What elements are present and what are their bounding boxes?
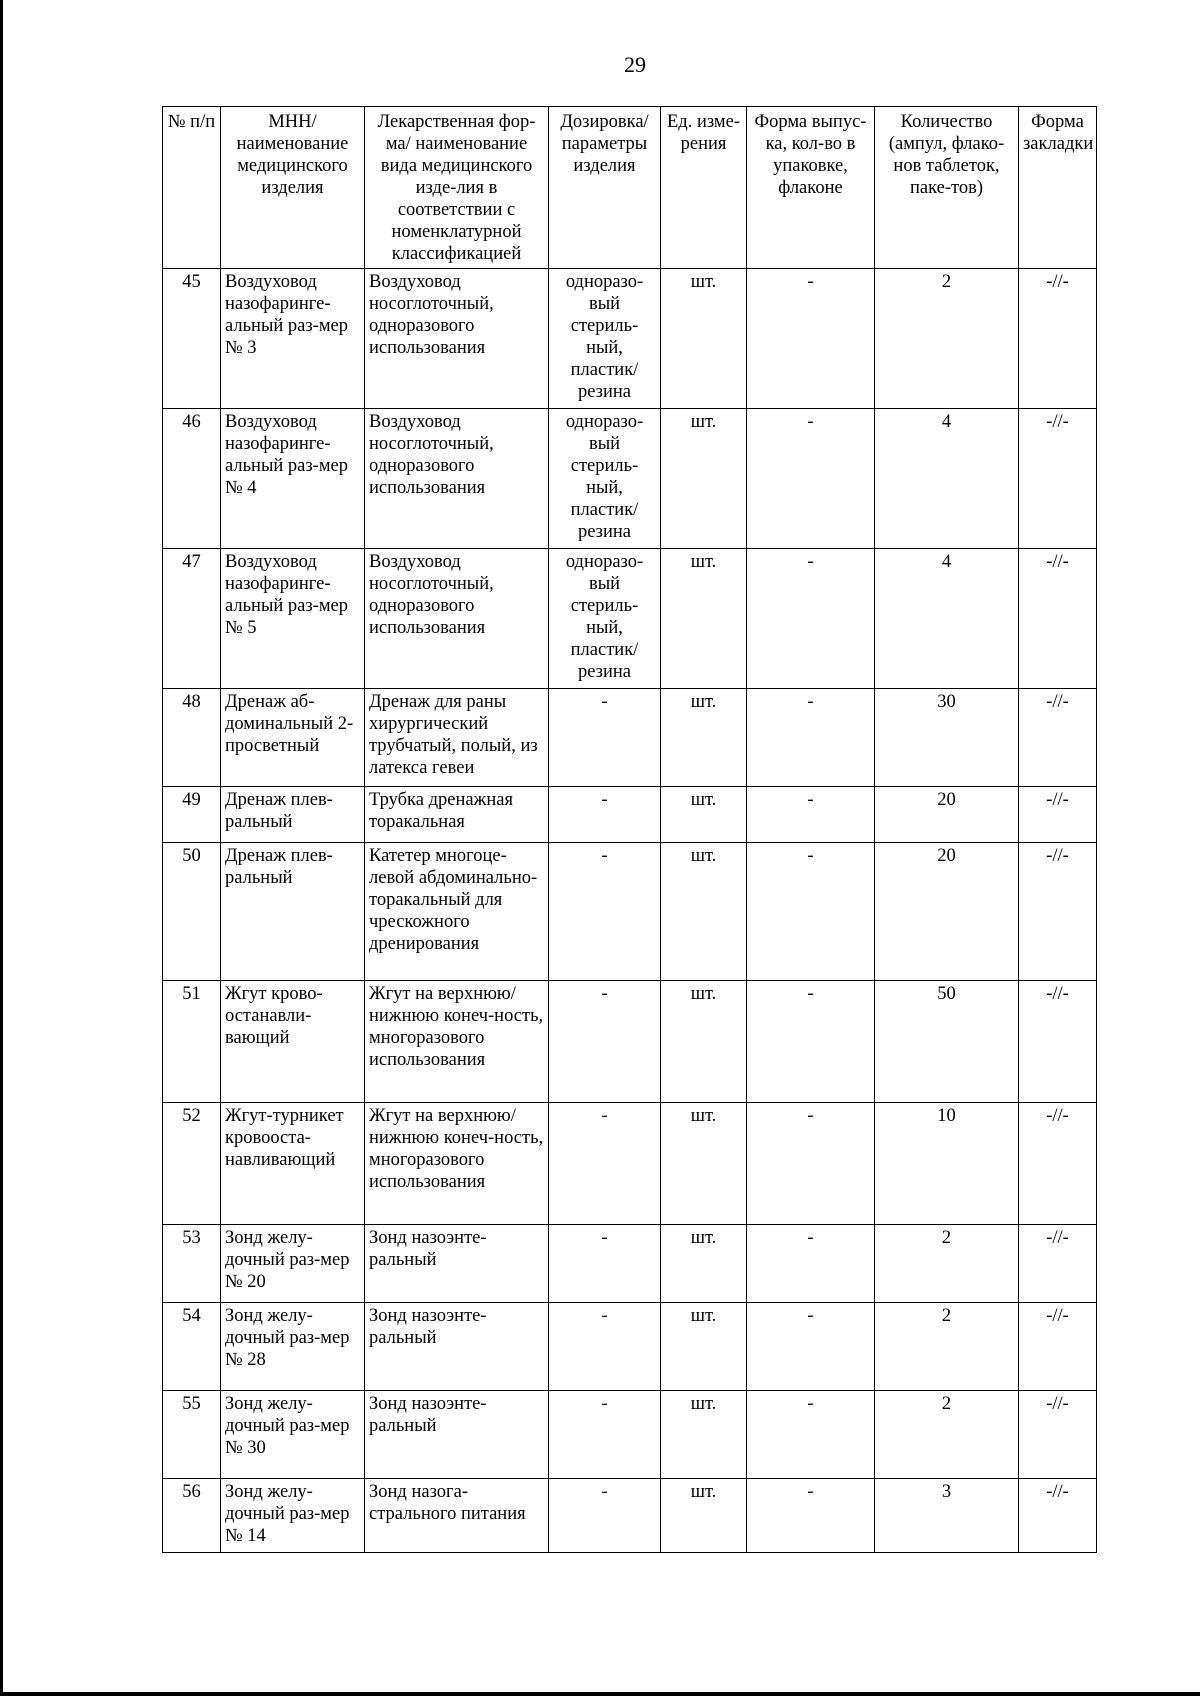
table-row — [163, 843, 1097, 981]
cell-unit: шт. — [661, 1103, 747, 1225]
cell-name: Зонд желу-дочный раз-мер № 14 — [221, 1479, 365, 1553]
cell-tab: -//- — [1019, 549, 1097, 689]
header-pack: Форма выпус-ка, кол-во в упаковке, флаконе — [747, 107, 875, 269]
cell-form: Жгут на верхнюю/ нижнюю конеч-ность, многоразового использования — [365, 1103, 549, 1225]
cell-qty: 50 — [875, 981, 1019, 1103]
supplies-table — [162, 106, 1097, 1553]
cell-qty: 2 — [875, 269, 1019, 409]
cell-num: 48 — [163, 689, 221, 787]
cell-pack: - — [747, 689, 875, 787]
cell-unit: шт. — [661, 689, 747, 787]
cell-form: Зонд назога-стрального питания — [365, 1479, 549, 1553]
cell-qty: 10 — [875, 1103, 1019, 1225]
cell-dose: - — [549, 787, 661, 843]
cell-form: Дренаж для раны хирургический трубчатый, полый, из латекса гевеи — [365, 689, 549, 787]
cell-form: Зонд назоэнте-ральный — [365, 1225, 549, 1303]
cell-name: Жгут крово-останавли-вающий — [221, 981, 365, 1103]
cell-dose: - — [549, 1303, 661, 1391]
cell-pack: - — [747, 409, 875, 549]
cell-qty: 4 — [875, 409, 1019, 549]
cell-qty: 4 — [875, 549, 1019, 689]
cell-dose: - — [549, 843, 661, 981]
table-row — [163, 549, 1097, 689]
cell-dose: - — [549, 689, 661, 787]
cell-unit: шт. — [661, 1225, 747, 1303]
cell-form: Воздуховод носоглоточный, одноразового использования — [365, 409, 549, 549]
cell-pack: - — [747, 1303, 875, 1391]
cell-form: Трубка дренажная торакальная — [365, 787, 549, 843]
cell-dose: одноразо-вый стериль-ный, пластик/ резина — [549, 549, 661, 689]
cell-tab: -//- — [1019, 1303, 1097, 1391]
cell-qty: 2 — [875, 1303, 1019, 1391]
cell-dose: - — [549, 1479, 661, 1553]
cell-pack: - — [747, 843, 875, 981]
cell-unit: шт. — [661, 843, 747, 981]
cell-dose: - — [549, 1391, 661, 1479]
cell-qty: 20 — [875, 787, 1019, 843]
cell-tab: -//- — [1019, 1103, 1097, 1225]
cell-pack: - — [747, 787, 875, 843]
cell-num: 55 — [163, 1391, 221, 1479]
cell-unit: шт. — [661, 269, 747, 409]
cell-qty: 3 — [875, 1479, 1019, 1553]
header-form: Лекарственная фор-ма/ наименование вида медицинского изде-лия в соответствии с номенклатурной классификацией — [365, 107, 549, 269]
cell-form: Воздуховод носоглоточный, одноразового использования — [365, 269, 549, 409]
cell-dose: - — [549, 981, 661, 1103]
cell-tab: -//- — [1019, 1225, 1097, 1303]
cell-form: Зонд назоэнте-ральный — [365, 1303, 549, 1391]
cell-form: Зонд назоэнте-ральный — [365, 1391, 549, 1479]
table-row — [163, 409, 1097, 549]
cell-unit: шт. — [661, 787, 747, 843]
cell-tab: -//- — [1019, 269, 1097, 409]
table-body — [163, 269, 1097, 1553]
cell-num: 53 — [163, 1225, 221, 1303]
cell-num: 47 — [163, 549, 221, 689]
cell-form: Жгут на верхнюю/ нижнюю конеч-ность, многоразового использования — [365, 981, 549, 1103]
cell-tab: -//- — [1019, 689, 1097, 787]
cell-num: 51 — [163, 981, 221, 1103]
cell-name: Воздуховод назофаринге-альный раз-мер № 5 — [221, 549, 365, 689]
table-row — [163, 1225, 1097, 1303]
cell-unit: шт. — [661, 1479, 747, 1553]
cell-pack: - — [747, 549, 875, 689]
header-dose: Дозировка/ параметры изделия — [549, 107, 661, 269]
cell-unit: шт. — [661, 1303, 747, 1391]
page-number: 29 — [624, 52, 646, 77]
scan-border-left — [0, 0, 3, 1696]
cell-unit: шт. — [661, 1391, 747, 1479]
cell-num: 46 — [163, 409, 221, 549]
cell-name: Воздуховод назофаринге-альный раз-мер № 4 — [221, 409, 365, 549]
cell-name: Жгут-турникет кровооста-навливающий — [221, 1103, 365, 1225]
table-row — [163, 269, 1097, 409]
cell-name: Дренаж аб-доминальный 2-просветный — [221, 689, 365, 787]
cell-num: 52 — [163, 1103, 221, 1225]
cell-num: 56 — [163, 1479, 221, 1553]
table-row — [163, 787, 1097, 843]
header-num: № п/п — [163, 107, 221, 269]
cell-dose: одноразо-вый стериль-ный, пластик/ резина — [549, 409, 661, 549]
table-row — [163, 1479, 1097, 1553]
cell-qty: 20 — [875, 843, 1019, 981]
header-tab: Форма закладки — [1019, 107, 1097, 269]
cell-pack: - — [747, 1103, 875, 1225]
cell-tab: -//- — [1019, 787, 1097, 843]
cell-dose: - — [549, 1225, 661, 1303]
cell-num: 45 — [163, 269, 221, 409]
scan-border-bottom — [0, 1692, 1200, 1696]
cell-name: Зонд желу-дочный раз-мер № 28 — [221, 1303, 365, 1391]
cell-tab: -//- — [1019, 1479, 1097, 1553]
table-row — [163, 1103, 1097, 1225]
cell-form: Воздуховод носоглоточный, одноразового использования — [365, 549, 549, 689]
cell-tab: -//- — [1019, 843, 1097, 981]
cell-num: 49 — [163, 787, 221, 843]
cell-tab: -//- — [1019, 409, 1097, 549]
cell-num: 54 — [163, 1303, 221, 1391]
header-qty: Количество (ампул, флако-нов таблеток, паке-тов) — [875, 107, 1019, 269]
cell-qty: 2 — [875, 1391, 1019, 1479]
table-row — [163, 1303, 1097, 1391]
header-name: МНН/ наименование медицинского изделия — [221, 107, 365, 269]
cell-unit: шт. — [661, 409, 747, 549]
cell-form: Катетер многоце-левой абдоминально-торакальный для чрескожного дренирования — [365, 843, 549, 981]
table-row — [163, 1391, 1097, 1479]
cell-pack: - — [747, 1479, 875, 1553]
cell-name: Воздуховод назофаринге-альный раз-мер № 3 — [221, 269, 365, 409]
header-row — [163, 107, 1097, 269]
cell-num: 50 — [163, 843, 221, 981]
cell-pack: - — [747, 1225, 875, 1303]
cell-name: Дренаж плев-ральный — [221, 787, 365, 843]
cell-dose: - — [549, 1103, 661, 1225]
cell-pack: - — [747, 269, 875, 409]
header-unit: Ед. изме-рения — [661, 107, 747, 269]
cell-pack: - — [747, 981, 875, 1103]
cell-dose: одноразо-вый стериль-ный, пластик/ резина — [549, 269, 661, 409]
cell-name: Зонд желу-дочный раз-мер № 30 — [221, 1391, 365, 1479]
table-row — [163, 981, 1097, 1103]
cell-qty: 2 — [875, 1225, 1019, 1303]
cell-unit: шт. — [661, 981, 747, 1103]
cell-pack: - — [747, 1391, 875, 1479]
cell-unit: шт. — [661, 549, 747, 689]
cell-tab: -//- — [1019, 981, 1097, 1103]
cell-qty: 30 — [875, 689, 1019, 787]
table-row — [163, 689, 1097, 787]
cell-name: Зонд желу-дочный раз-мер № 20 — [221, 1225, 365, 1303]
cell-name: Дренаж плев-ральный — [221, 843, 365, 981]
cell-tab: -//- — [1019, 1391, 1097, 1479]
